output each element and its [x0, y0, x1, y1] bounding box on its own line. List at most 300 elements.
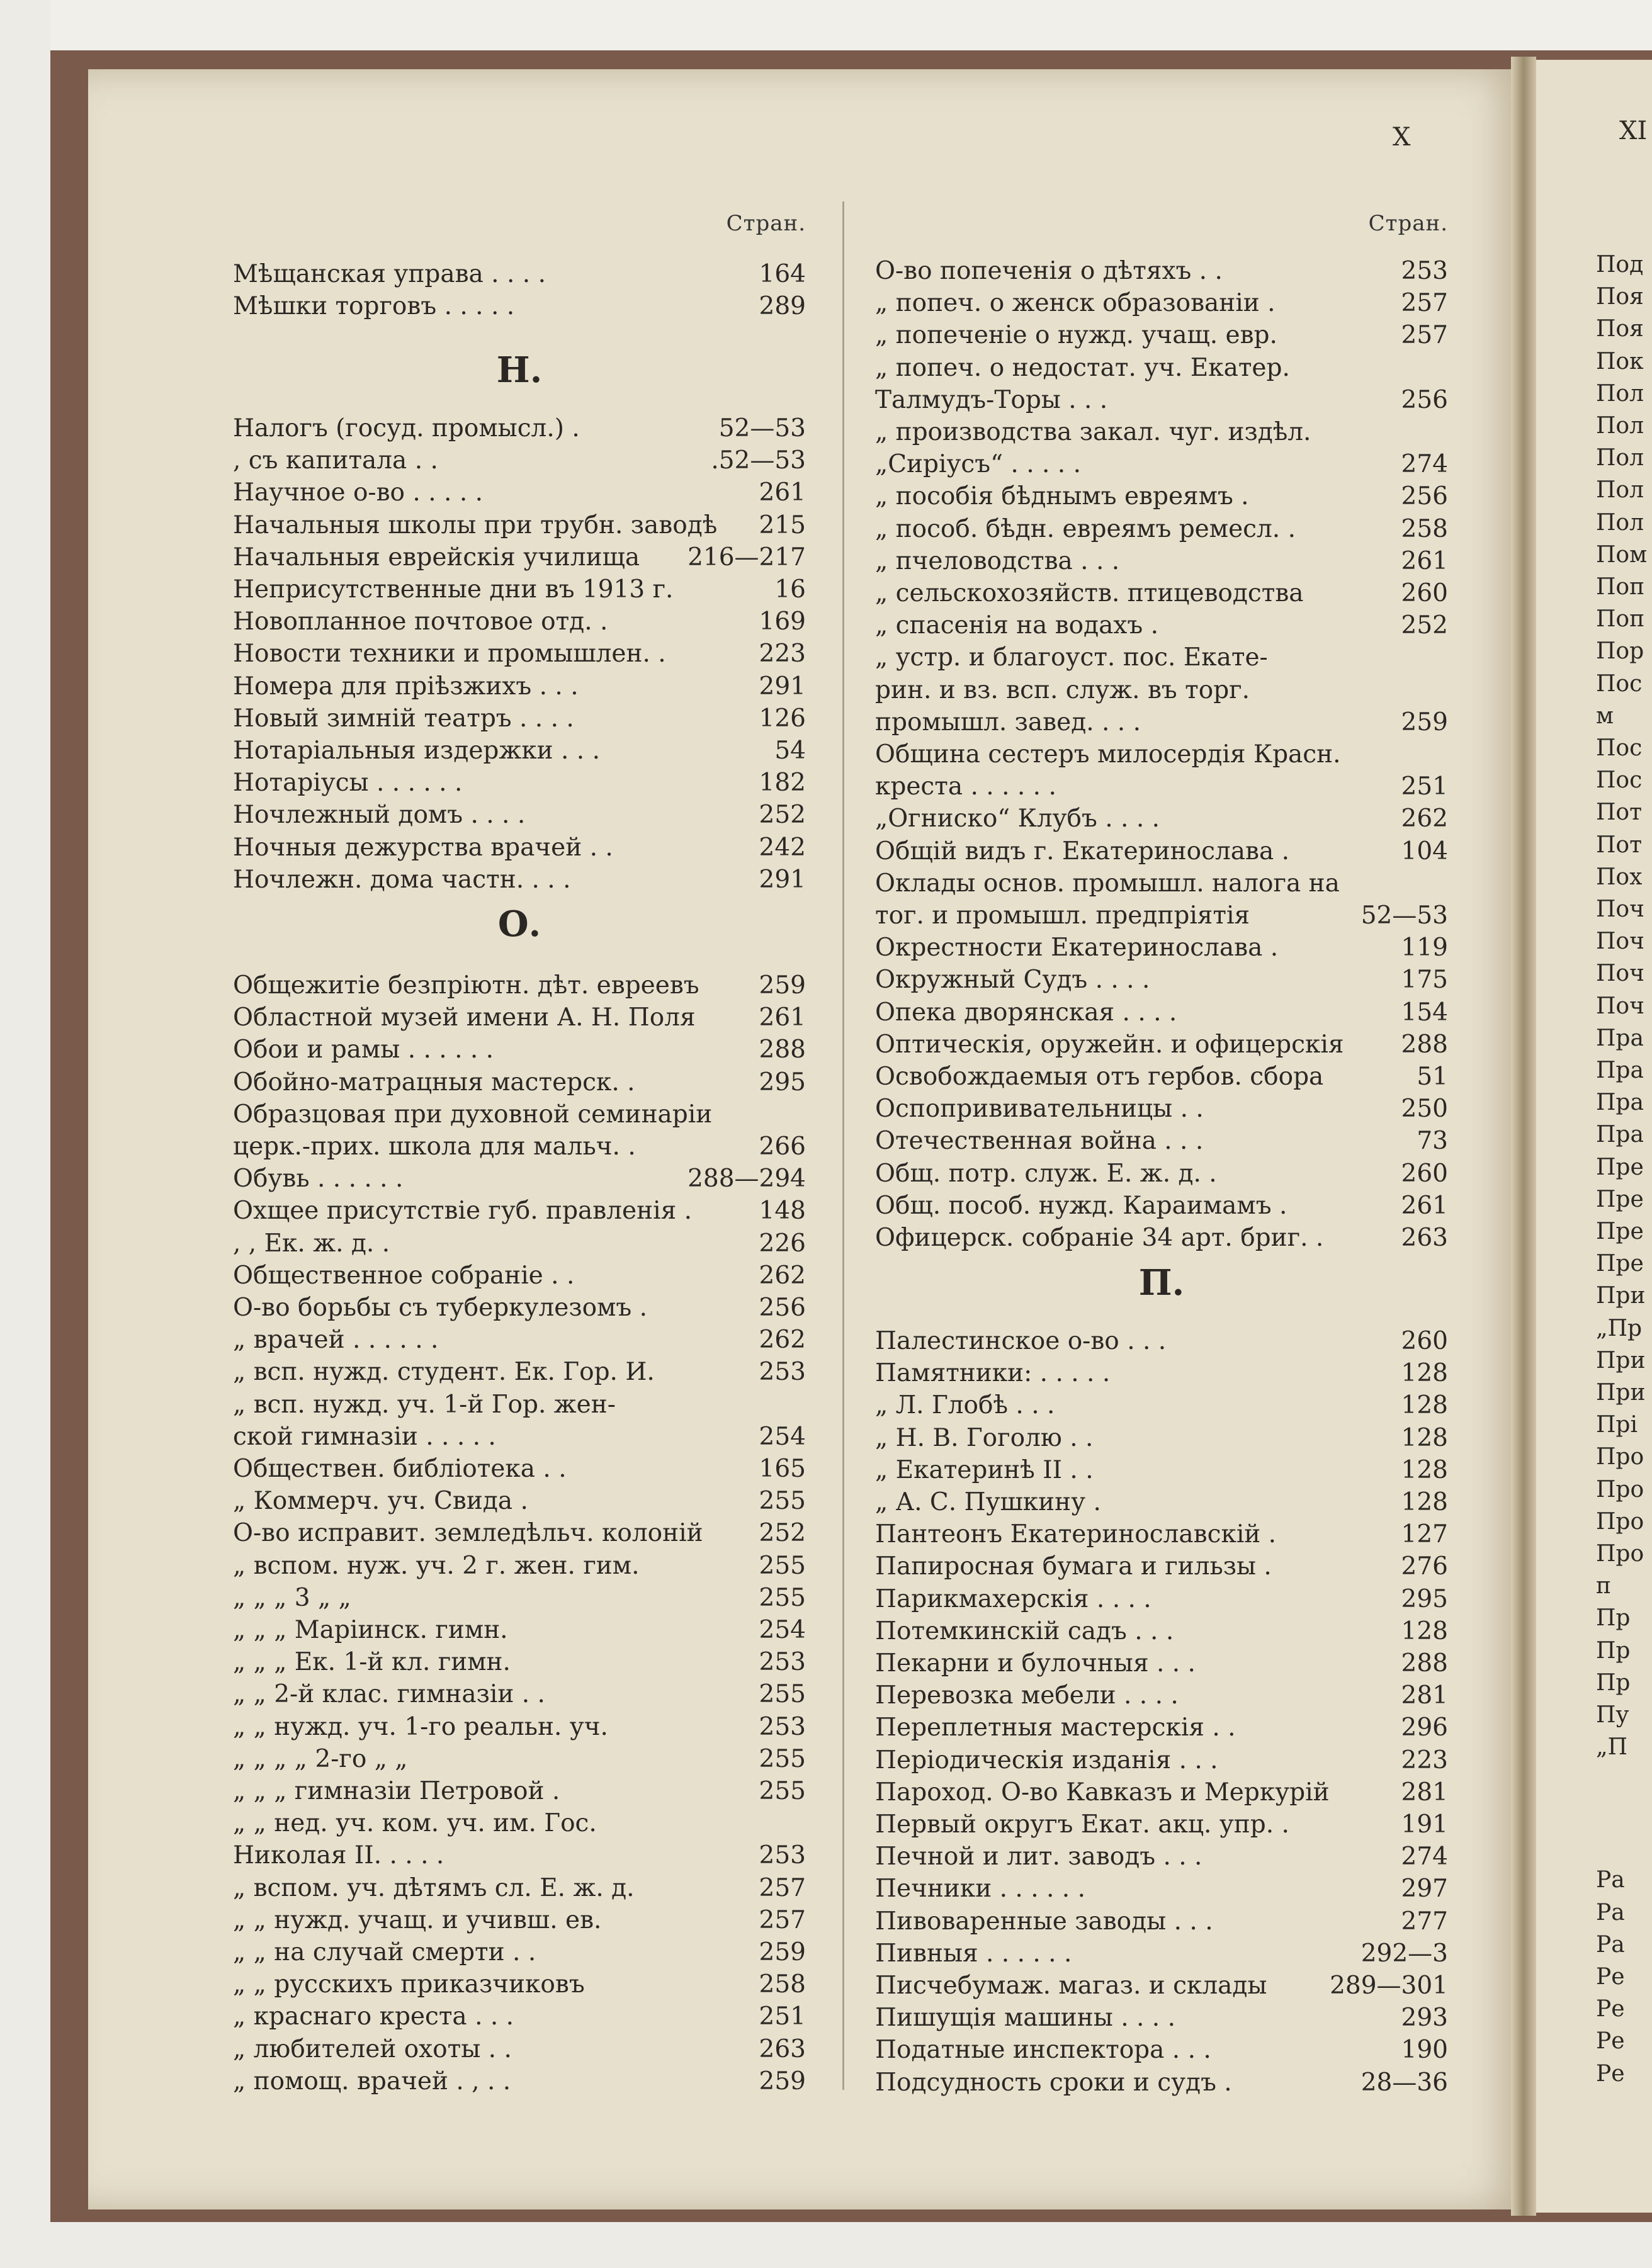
- index-entry: [875, 1093, 1448, 1126]
- entry-page: 258: [1401, 514, 1448, 543]
- next-page-entry-fragment: Поч: [1596, 993, 1644, 1019]
- next-page-entry-fragment: Пос: [1596, 735, 1643, 761]
- entry-title: Опека дворянская . . . .: [875, 998, 1177, 1027]
- entry-page: 148: [759, 1197, 806, 1226]
- entry-title: Общ. пособ. нужд. Караимамъ .: [875, 1191, 1287, 1220]
- index-entry: [875, 1647, 1448, 1680]
- next-page-entry-fragment: Пре: [1596, 1154, 1644, 1180]
- index-entry: [875, 1222, 1448, 1255]
- index-entry: [875, 513, 1448, 546]
- entry-page: 288—294: [687, 1165, 806, 1193]
- entry-title: „ Н. В. Гоголю . .: [875, 1423, 1094, 1452]
- entry-title: Печной и лит. заводъ . . .: [875, 1842, 1202, 1871]
- entry-page: 182: [759, 769, 806, 798]
- index-entry: [875, 352, 1448, 385]
- index-entry: [875, 1938, 1448, 1970]
- entry-page: 252: [759, 1519, 806, 1548]
- entry-title: Переплетныя мастерскія . .: [875, 1713, 1236, 1742]
- index-entry: [233, 1517, 806, 1550]
- index-entry: [875, 1615, 1448, 1648]
- entry-page: 255: [759, 1680, 806, 1709]
- index-entry: [233, 1807, 806, 1840]
- entry-title: Общежитіе безпріютн. дѣт. евреевъ: [233, 971, 699, 1000]
- next-page-entry-fragment: Ра: [1596, 1931, 1625, 1958]
- index-entry: [875, 1125, 1448, 1158]
- entry-title: Новый зимній театръ . . . .: [233, 704, 574, 733]
- index-entry: [875, 803, 1448, 835]
- entry-page: 164: [759, 260, 806, 288]
- index-entry: [875, 1970, 1448, 2002]
- index-entry: [875, 706, 1448, 739]
- entry-page: 262: [759, 1326, 806, 1355]
- entry-page: 257: [759, 1873, 806, 1902]
- index-entry: [233, 702, 806, 735]
- entry-page: 262: [759, 1261, 806, 1290]
- entry-title: „ краснаго креста . . .: [233, 2002, 514, 2031]
- entry-page: 297: [1401, 1875, 1448, 1904]
- entry-page: 28—36: [1361, 2068, 1448, 2097]
- index-entry: [875, 384, 1448, 417]
- entry-title: Оспопрививательницы . .: [875, 1095, 1204, 1124]
- entry-title: „ „ „ 3 „ „: [233, 1583, 351, 1612]
- entry-title: рин. и вз. всп. служ. въ торг.: [875, 675, 1250, 704]
- index-entry: [875, 287, 1448, 320]
- entry-title: „ пособ. бѣдн. евреямъ ремесл. .: [875, 514, 1296, 543]
- entry-page: 52—53: [1361, 901, 1448, 930]
- next-page-entry-fragment: Пра: [1596, 1058, 1644, 1083]
- entry-page: 165: [759, 1455, 806, 1483]
- index-entry: [875, 1905, 1448, 1938]
- index-entry: [233, 290, 806, 323]
- next-page-entry-fragment: Пре: [1596, 1251, 1644, 1277]
- entry-title: , , Ек. ж. д. .: [233, 1229, 390, 1258]
- entry-title: церк.-прих. школа для мальч. .: [233, 1132, 636, 1161]
- index-entry: [233, 1839, 806, 1872]
- entry-page: 128: [1401, 1616, 1448, 1645]
- entry-title: Областной музей имени А. Н. Поля: [233, 1003, 696, 1032]
- entry-page: 260: [1401, 1159, 1448, 1188]
- entry-title: Мѣшки торговъ . . . . .: [233, 292, 515, 321]
- index-entry: [233, 799, 806, 832]
- next-page-entry-fragment: Поя: [1596, 316, 1644, 342]
- next-page-entry-fragment: Пот: [1596, 832, 1642, 858]
- index-entry: [875, 1486, 1448, 1519]
- entry-title: „ „ 2-й клас. гимназіи . .: [233, 1680, 545, 1709]
- entry-page: 259: [759, 971, 806, 1000]
- entry-title: Пекарни и булочныя . . .: [875, 1649, 1196, 1678]
- index-entry: [233, 1227, 806, 1260]
- index-entry: [875, 1679, 1448, 1712]
- entry-title: Начальныя школы при трубн. заводѣ: [233, 511, 718, 539]
- index-entry: [233, 1356, 806, 1389]
- entry-page: 119: [1401, 934, 1448, 962]
- next-page-entry-fragment: Пре: [1596, 1219, 1644, 1244]
- index-entry: [233, 2065, 806, 2098]
- index-entry: [233, 1582, 806, 1615]
- page-number: X: [1393, 123, 1411, 152]
- index-entry: [233, 1163, 806, 1195]
- entry-title: „ любителей охоты . .: [233, 2034, 512, 2063]
- entry-page: 288: [759, 1035, 806, 1064]
- entry-page: 292—3: [1361, 1939, 1448, 1968]
- next-page-entry-fragment: Пр: [1596, 1637, 1631, 1664]
- index-entry: [875, 1550, 1448, 1583]
- next-page-entry-fragment: При: [1596, 1347, 1646, 1374]
- next-page-entry-fragment: Поч: [1596, 961, 1644, 987]
- index-entry: [875, 1190, 1448, 1222]
- column-divider: [842, 201, 844, 2090]
- index-entry: [875, 674, 1448, 707]
- next-page-number: XI: [1619, 116, 1648, 145]
- entry-page: 263: [1401, 1224, 1448, 1252]
- entry-title: „ сельскохозяйств. птицеводства: [875, 579, 1304, 607]
- index-entry: [233, 1131, 806, 1163]
- entry-page: 257: [1401, 289, 1448, 318]
- index-entry: [233, 1453, 806, 1486]
- index-entry: [875, 1158, 1448, 1190]
- index-entry: [233, 1098, 806, 1131]
- index-entry: [233, 1001, 806, 1034]
- index-entry: [233, 1195, 806, 1227]
- next-page-entry-fragment: м: [1596, 702, 1614, 729]
- next-page-entry-fragment: Пос: [1596, 670, 1643, 697]
- entry-page: 252: [759, 801, 806, 830]
- entry-title: Перевозка мебели . . . .: [875, 1681, 1179, 1710]
- entry-page: 277: [1401, 1907, 1448, 1936]
- index-entry: [233, 2000, 806, 2033]
- entry-page: 274: [1401, 450, 1448, 479]
- next-page-entry-fragment: Ре: [1596, 1996, 1625, 2023]
- entry-title: Неприсутственные дни въ 1913 г.: [233, 575, 674, 604]
- index-entry: [875, 1744, 1448, 1777]
- next-page-entry-fragment: Поп: [1596, 606, 1645, 633]
- index-entry: [233, 2033, 806, 2066]
- entry-page: 258: [759, 1970, 806, 1999]
- entry-title: „ всп. нужд. студент. Ек. Гор. И.: [233, 1358, 655, 1387]
- next-page-entry-fragment: Ра: [1596, 1867, 1625, 1893]
- entry-title: промышл. завед. . . .: [875, 708, 1141, 736]
- entry-page: 242: [759, 833, 806, 862]
- index-entry: [233, 1678, 806, 1711]
- entry-title: Пароход. О-во Кавказъ и Меркурій: [875, 1778, 1330, 1807]
- entry-page: 128: [1401, 1359, 1448, 1388]
- index-entry: [875, 2034, 1448, 2067]
- index-entry: [233, 1389, 806, 1421]
- entry-title: Печники . . . . . .: [875, 1875, 1085, 1904]
- entry-page: 261: [1401, 1191, 1448, 1220]
- index-entry: [875, 1029, 1448, 1061]
- entry-title: „ пчеловодства . . .: [875, 546, 1120, 575]
- entry-page: 54: [774, 736, 806, 765]
- column-header: Стран.: [726, 211, 806, 236]
- entry-title: „ попеченіе о нужд. учащ. евр.: [875, 321, 1277, 350]
- entry-title: Оптическія, оружейн. и офицерскія: [875, 1030, 1344, 1059]
- entry-title: „ „ русскихъ приказчиковъ: [233, 1970, 585, 1999]
- entry-title: Обувь . . . . . .: [233, 1165, 404, 1193]
- next-page-entry-fragment: Пол: [1596, 509, 1644, 536]
- next-page-entry-fragment: Пра: [1596, 1122, 1644, 1148]
- entry-title: Парикмахерскія . . . .: [875, 1584, 1151, 1613]
- entry-page: 104: [1401, 837, 1448, 866]
- index-entry: [233, 832, 806, 864]
- index-entry: [875, 609, 1448, 642]
- next-page-entry-fragment: Пот: [1596, 799, 1642, 826]
- index-entry: [875, 2067, 1448, 2099]
- entry-page: 252: [1401, 611, 1448, 640]
- entry-page: 191: [1401, 1810, 1448, 1839]
- next-page-entry-fragment: Пра: [1596, 1025, 1644, 1051]
- entry-title: Общій видъ г. Екатеринослава .: [875, 837, 1290, 866]
- next-page-entry-fragment: Пр: [1596, 1605, 1631, 1632]
- entry-page: 257: [759, 1905, 806, 1934]
- index-entry: [875, 255, 1448, 288]
- index-entry: [233, 606, 806, 638]
- entry-page: 295: [1401, 1584, 1448, 1613]
- index-entry: [875, 480, 1448, 513]
- entry-page: 52—53: [718, 414, 806, 443]
- entry-title: Освобождаемыя отъ гербов. сбора: [875, 1063, 1324, 1091]
- index-column-right: [875, 0, 1448, 2140]
- index-entry: [875, 1061, 1448, 1093]
- index-entry: [233, 670, 806, 703]
- index-entry: [233, 767, 806, 799]
- index-entry: [233, 1872, 806, 1905]
- entry-title: Охщее присутствіе губ. правленія .: [233, 1197, 692, 1226]
- next-page-entry-fragment: Пол: [1596, 413, 1644, 439]
- entry-title: О-во исправит. земледѣльч. колоній: [233, 1519, 703, 1548]
- book-gutter: [1511, 57, 1536, 2216]
- entry-title: „ „ „ Ек. 1-й кл. гимн.: [233, 1648, 511, 1677]
- entry-title: Пантеонъ Екатеринославскій .: [875, 1520, 1277, 1549]
- entry-page: 16: [774, 575, 806, 604]
- entry-title: Новопланное почтовое отд. .: [233, 607, 608, 636]
- entry-title: „ спасенія на водахъ .: [875, 611, 1159, 640]
- entry-title: „ всп. нужд. уч. 1-й Гор. жен-: [233, 1390, 616, 1419]
- entry-title: Офицерск. собраніе 34 арт. бриг. .: [875, 1224, 1324, 1252]
- entry-title: Номера для пріѣзжихъ . . .: [233, 672, 579, 701]
- index-entry: [233, 477, 806, 509]
- entry-title: тог. и промышл. предпріятія: [875, 901, 1250, 930]
- next-page-entry-fragment: Про: [1596, 1508, 1644, 1535]
- next-page-entry-fragment: При: [1596, 1380, 1646, 1406]
- next-page-entry-fragment: Пу: [1596, 1702, 1629, 1728]
- index-column-left: [233, 0, 806, 2140]
- next-page-entry-fragment: Про: [1596, 1541, 1644, 1567]
- index-entry: [875, 1454, 1448, 1487]
- entry-title: „ „ „ Маріинск. гимн.: [233, 1616, 508, 1644]
- entry-page: 263: [759, 2034, 806, 2063]
- index-entry: [875, 2002, 1448, 2034]
- entry-page: 293: [1401, 2004, 1448, 2033]
- entry-page: 296: [1401, 1713, 1448, 1742]
- entry-page: 261: [1401, 546, 1448, 575]
- entry-title: Отечественная война . . .: [875, 1127, 1204, 1156]
- entry-page: 255: [759, 1583, 806, 1612]
- entry-title: Обществен. библіотека . .: [233, 1455, 567, 1483]
- index-entry: [875, 577, 1448, 610]
- entry-title: „ Л. Глобѣ . . .: [875, 1391, 1055, 1420]
- entry-page: 175: [1401, 966, 1448, 995]
- entry-title: Талмудъ-Торы . . .: [875, 385, 1108, 414]
- entry-title: Первый округъ Екат. акц. упр. .: [875, 1810, 1289, 1839]
- entry-page: 126: [759, 704, 806, 733]
- next-page-entry-fragment: Поя: [1596, 284, 1644, 310]
- index-entry: [875, 1712, 1448, 1744]
- entry-title: „ „ нужд. учащ. и учивш. ев.: [233, 1905, 602, 1934]
- next-page-entry-fragment: Поч: [1596, 928, 1644, 955]
- index-entry: [233, 1775, 806, 1808]
- entry-title: Образцовая при духовной семинаріи: [233, 1100, 713, 1129]
- entry-title: О-во попеченія о дѣтяхъ . .: [875, 257, 1223, 285]
- entry-title: Научное о-во . . . . .: [233, 478, 484, 507]
- section-letter: О.: [497, 903, 541, 945]
- entry-page: 291: [759, 865, 806, 894]
- entry-title: „ А. С. Пушкину .: [875, 1488, 1101, 1516]
- index-entry: [233, 735, 806, 767]
- index-entry: [233, 1485, 806, 1518]
- next-page-entry-fragment: При: [1596, 1283, 1646, 1309]
- section-letter: Н.: [496, 349, 543, 391]
- entry-page: 250: [1401, 1095, 1448, 1124]
- entry-page: 215: [759, 511, 806, 539]
- index-entry: [233, 1743, 806, 1776]
- entry-title: „ устр. и благоуст. пос. Екате-: [875, 643, 1268, 672]
- entry-page: 254: [759, 1422, 806, 1451]
- next-page-entry-fragment: Пре: [1596, 1186, 1644, 1212]
- entry-page: 281: [1401, 1778, 1448, 1807]
- index-entry: [233, 1936, 806, 1969]
- index-entry: [875, 932, 1448, 964]
- entry-page: 73: [1417, 1127, 1448, 1156]
- index-entry: [233, 1711, 806, 1744]
- next-page-entry-fragment: Ра: [1596, 1899, 1625, 1926]
- entry-page: 154: [1401, 998, 1448, 1027]
- index-entry: [875, 835, 1448, 868]
- index-entry: [875, 900, 1448, 932]
- index-entry: [875, 738, 1448, 771]
- entry-page: 128: [1401, 1488, 1448, 1516]
- index-entry: [875, 1776, 1448, 1809]
- index-entry: [233, 1550, 806, 1583]
- next-page-entry-fragment: Ре: [1596, 2060, 1625, 2087]
- entry-title: О-во борьбы съ туберкулезомъ .: [233, 1294, 648, 1322]
- next-page-entry-fragment: Про: [1596, 1444, 1644, 1470]
- next-page-entry-fragment: Прі: [1596, 1412, 1638, 1438]
- entry-title: Палестинское о-во . . .: [875, 1327, 1167, 1355]
- next-page-entry-fragment: Пол: [1596, 445, 1644, 471]
- entry-page: 128: [1401, 1423, 1448, 1452]
- entry-title: , съ капитала . .: [233, 446, 438, 475]
- entry-title: „ „ „ гимназіи Петровой .: [233, 1777, 560, 1805]
- entry-title: „ Коммерч. уч. Свида .: [233, 1487, 528, 1516]
- entry-title: Нотаріусы . . . . . .: [233, 769, 463, 798]
- entry-page: 223: [1401, 1746, 1448, 1774]
- entry-title: Оклады основ. промышл. налога на: [875, 869, 1340, 898]
- index-entry: [875, 1518, 1448, 1551]
- entry-page: 260: [1401, 1327, 1448, 1355]
- entry-page: 281: [1401, 1681, 1448, 1710]
- entry-page: 295: [759, 1068, 806, 1097]
- entry-page: 274: [1401, 1842, 1448, 1871]
- entry-page: 251: [759, 2002, 806, 2031]
- index-entry: [875, 1422, 1448, 1455]
- entry-title: Николая II. . . . .: [233, 1841, 444, 1870]
- index-entry: [233, 1066, 806, 1099]
- index-entry: [875, 319, 1448, 352]
- entry-title: Окружный Судъ . . . .: [875, 966, 1150, 995]
- entry-title: Ночныя дежурства врачей . .: [233, 833, 613, 862]
- entry-page: 262: [1401, 804, 1448, 833]
- index-entry: [233, 1904, 806, 1937]
- entry-page: 255: [759, 1777, 806, 1805]
- index-entry: [233, 1034, 806, 1066]
- index-entry: [233, 509, 806, 542]
- index-entry: [233, 1646, 806, 1679]
- index-entry: [875, 1389, 1448, 1422]
- entry-page: 261: [759, 478, 806, 507]
- entry-page: 256: [1401, 385, 1448, 414]
- index-entry: [233, 541, 806, 574]
- index-entry: [875, 416, 1448, 449]
- index-entry: [233, 638, 806, 670]
- entry-page: 288: [1401, 1030, 1448, 1059]
- index-entry: [233, 1421, 806, 1453]
- entry-title: „ „ на случай смерти . .: [233, 1938, 536, 1966]
- entry-title: Періодическія изданія . . .: [875, 1746, 1218, 1774]
- index-entry: [233, 1968, 806, 2001]
- next-page-entry-fragment: Пох: [1596, 864, 1643, 890]
- entry-title: „ пособія бѣднымъ евреямъ .: [875, 482, 1249, 511]
- entry-page: 253: [1401, 257, 1448, 285]
- index-entry: [875, 545, 1448, 578]
- entry-page: 259: [1401, 708, 1448, 736]
- next-page-entry-fragment: Пос: [1596, 767, 1643, 794]
- entry-title: „ Екатеринѣ II . .: [875, 1455, 1094, 1484]
- next-page-entry-fragment: Пом: [1596, 541, 1648, 568]
- entry-title: „ „ нужд. уч. 1-го реальн. уч.: [233, 1712, 608, 1741]
- entry-title: Общ. потр. служ. Е. ж. д. .: [875, 1159, 1217, 1188]
- entry-title: „ вспом. нуж. уч. 2 г. жен. гим.: [233, 1551, 640, 1580]
- scan-bottom-margin: [0, 2222, 1652, 2268]
- next-page-entry-fragment: Пра: [1596, 1090, 1644, 1116]
- section-letter: П.: [1138, 1262, 1185, 1304]
- entry-title: Пивныя . . . . . .: [875, 1939, 1072, 1968]
- entry-page: 257: [1401, 321, 1448, 350]
- entry-title: ской гимназіи . . . . .: [233, 1422, 496, 1451]
- index-entry: [875, 770, 1448, 803]
- index-entry: [233, 1292, 806, 1324]
- entry-title: „ вспом. уч. дѣтямъ сл. Е. ж. д.: [233, 1873, 635, 1902]
- next-page-entry-fragment: Пок: [1596, 348, 1644, 375]
- entry-page: 223: [759, 640, 806, 669]
- entry-page: 289—301: [1330, 1972, 1448, 2000]
- entry-page: 255: [759, 1744, 806, 1773]
- entry-page: 253: [759, 1358, 806, 1387]
- entry-page: 169: [759, 607, 806, 636]
- next-page-entry-fragment: Поч: [1596, 896, 1644, 922]
- entry-title: Окрестности Екатеринослава .: [875, 934, 1279, 962]
- next-page-entry-fragment: Ре: [1596, 2028, 1625, 2055]
- index-entry: [233, 864, 806, 896]
- index-entry: [875, 1325, 1448, 1358]
- column-header: Стран.: [1368, 211, 1448, 236]
- entry-page: 190: [1401, 2036, 1448, 2065]
- next-page-entry-fragment: „П: [1596, 1734, 1628, 1761]
- entry-page: 51: [1417, 1063, 1448, 1091]
- entry-title: „Огниско“ Клубъ . . . .: [875, 804, 1160, 833]
- entry-title: Начальныя еврейскія училища: [233, 543, 640, 572]
- entry-title: Податные инспектора . . .: [875, 2036, 1211, 2065]
